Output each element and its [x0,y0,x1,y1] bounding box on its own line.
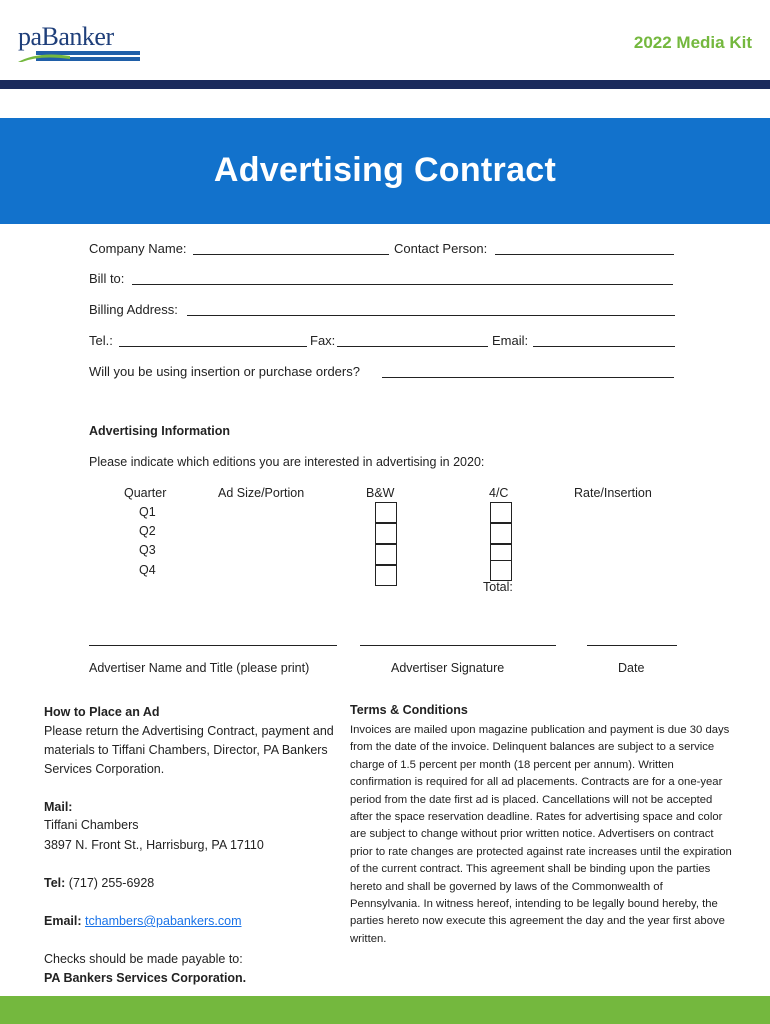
quarter-label: Q4 [139,563,156,577]
fax-field[interactable] [337,333,488,347]
media-kit-label: 2022 Media Kit [633,33,752,52]
quarter-label: Q2 [139,524,156,538]
tel-value: (717) 255-6928 [68,876,155,890]
footer-bar [0,996,770,1024]
terms-title: Terms & Conditions [350,703,468,717]
company-name-label: Company Name: [89,241,187,256]
header-divider [0,80,770,89]
mail-name: Tiffani Chambers [44,818,139,832]
quarter-label: Q1 [139,505,156,519]
4c-q1-checkbox[interactable] [490,502,512,523]
col-quarter: Quarter [124,486,167,500]
tel-line [44,874,154,893]
bw-q4-checkbox[interactable] [375,565,397,586]
billing-address-label: Billing Address: [89,302,178,317]
orders-field[interactable] [382,364,674,378]
4c-q2-checkbox[interactable] [490,523,512,544]
bw-q2-checkbox[interactable] [375,523,397,544]
checks-text: Checks should be made payable to: [44,952,243,966]
mail-address: 3897 N. Front St., Harrisburg, PA 17110 [44,838,264,852]
tel-label: Tel.: [89,333,113,348]
bw-q3-checkbox[interactable] [375,544,397,565]
advertising-info-title: Advertising Information [89,424,230,438]
col-4c: 4/C [489,486,509,500]
email-label: Email: [492,333,529,348]
how-to-text: Please return the Advertising Contract, payment and materials to Tiffani Chambers, Director, PA Bankers Services Corporation. [44,724,334,776]
checks-payee: PA Bankers Services Corporation. [44,971,247,985]
col-bw: B&W [366,486,395,500]
terms-text: Invoices are mailed upon magazine publication and payment is due 30 days from the date of the invoice. Delinquent balances are subject to a service charge of 1.5 percent per month (18 percent per annum). Written confirmation is required for all ad placements. Contracts are for a one-year period from the date first ad is placed. Cancellations will not be accepted after the space reservation deadline. Rates for advertising space and color are subject to change without prior written notice. Advertisers on contract prior to rate changes are protected against rate increases until the expiration of the current contract. This agreement shall be binding upon the parties hereto and shall be governed by laws of the Commonwealth of Pennsylvania. In witness hereof, intending to be legally bound hereby, the parties hereto now execute this agreement the day and the year first above written. [350,724,732,945]
advertiser-name-field[interactable] [89,645,337,646]
advertiser-name-label: Advertiser Name and Title (please print) [89,661,310,675]
advertiser-signature-label: Advertiser Signature [391,661,505,675]
page-title: Advertising Contract [213,151,557,189]
bw-q1-checkbox[interactable] [375,502,397,523]
logo-swoosh-icon [18,53,70,62]
contact-person-label: Contact Person: [394,241,488,256]
date-label: Date [618,661,645,675]
billing-address-field[interactable] [187,302,675,316]
orders-question-label: Will you be using insertion or purchase orders? [89,364,360,379]
email-line [44,912,242,931]
advertiser-signature-field[interactable] [360,645,556,646]
col-rate: Rate/Insertion [574,486,652,500]
bill-to-field[interactable] [132,271,673,285]
contact-person-field[interactable] [495,241,674,255]
editions-instruction: Please indicate which editions you are interested in advertising in 2020: [89,455,485,469]
how-to-title: How to Place an Ad [44,705,160,719]
mail-label: Mail: [44,800,73,814]
pabanker-logo [18,24,140,62]
bill-to-label: Bill to: [89,271,125,286]
quarter-label: Q3 [139,543,156,557]
tel-label-bold: Tel: [44,876,66,890]
tel-field[interactable] [119,333,307,347]
4c-q4-checkbox[interactable] [490,560,512,581]
email-label-bold: Email: [44,914,82,928]
how-to-section [44,703,344,779]
email-link[interactable]: tchambers@pabankers.com [85,914,242,928]
col-ad-size: Ad Size/Portion [218,486,305,500]
logo-text: paBanker [18,22,114,51]
fax-label: Fax: [310,333,336,348]
date-field[interactable] [587,645,677,646]
total-label: Total: [483,580,513,594]
company-name-field[interactable] [193,241,389,255]
email-field[interactable] [533,333,675,347]
